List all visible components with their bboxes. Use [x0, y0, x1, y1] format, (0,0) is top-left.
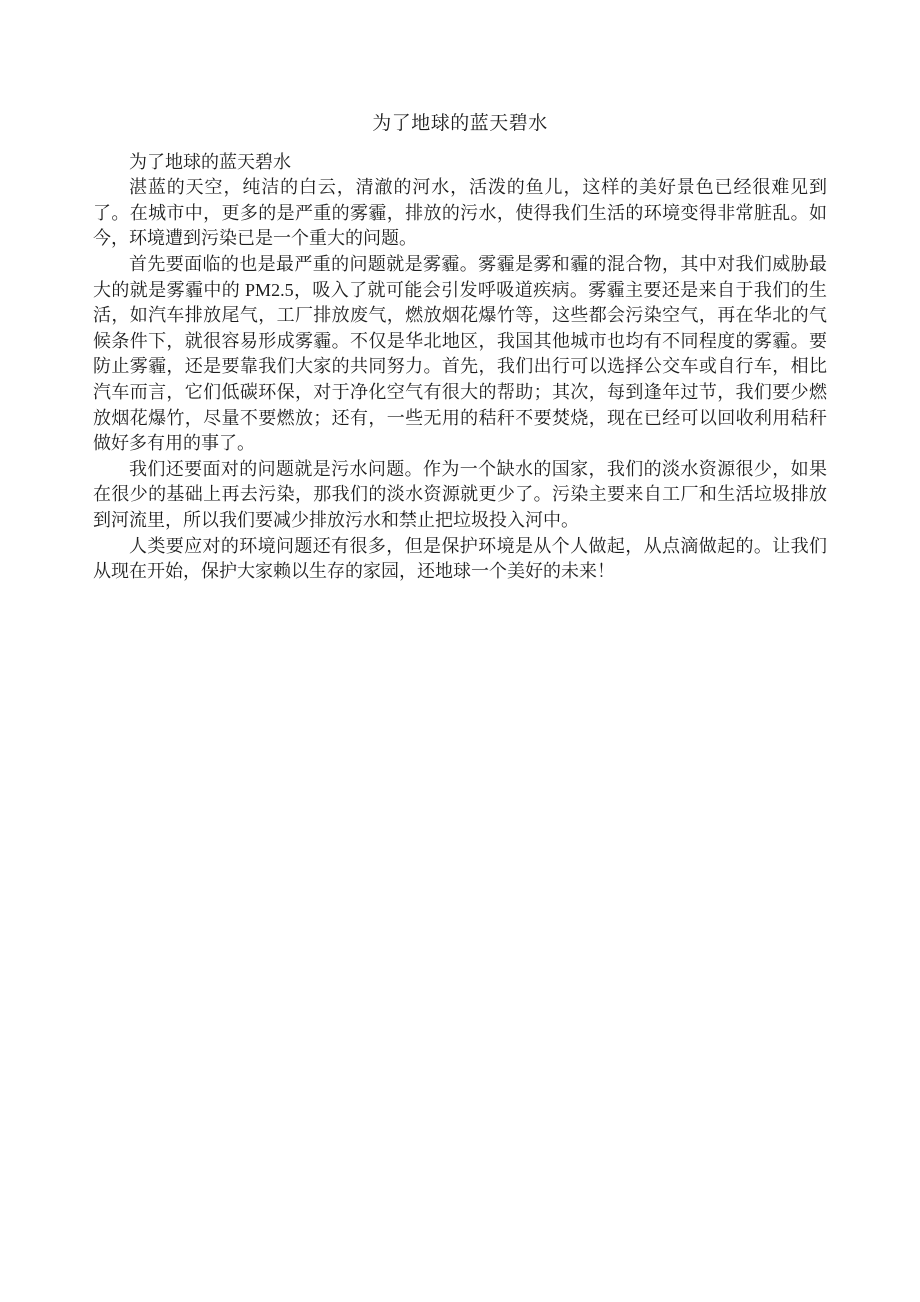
paragraph-title-line: 为了地球的蓝天碧水	[129, 151, 291, 172]
paragraph-intro: 湛蓝的天空，纯洁的白云，清澈的河水，活泼的鱼儿，这样的美好景色已经很难见到了。在城市中，更多的是严重的雾霾，排放的污水，使得我们生活的环境变得非常脏乱。如今，环境遭到污染已是一个重大的问题。	[93, 177, 827, 249]
paragraph-smog: 首先要面临的也是最严重的问题就是雾霾。雾霾是雾和霾的混合物，其中对我们威胁最大的就是雾霾中的 PM2.5，吸入了就可能会引发呼吸道疾病。雾霾主要还是来自于我们的生活，如汽车排放尾气，工厂排放废气，燃放烟花爆竹等，这些都会污染空气，再在华北的气候条件下，就很容易形成雾霾。不仅是华北地区，我国其他城市也均有不同程度的雾霾。要防止雾霾，还是要靠我们大家的共同努力。首先，我们出行可以选择公交车或自行车，相比汽车而言，它们低碳环保，对于净化空气有很大的帮助；其次，每到逢年过节，我们要少燃放烟花爆竹，尽量不要燃放；还有，一些无用的秸秆不要焚烧，现在已经可以回收利用秸秆做好多有用的事了。	[93, 253, 827, 454]
paragraph-water: 我们还要面对的问题就是污水问题。作为一个缺水的国家，我们的淡水资源很少，如果在很少的基础上再去污染，那我们的淡水资源就更少了。污染主要来自工厂和生活垃圾排放到河流里，所以我们要减少排放污水和禁止把垃圾投入河中。	[93, 458, 827, 530]
paragraph-conclusion: 人类要应对的环境问题还有很多，但是保护环境是从个人做起，从点滴做起的。让我们从现在开始，保护大家赖以生存的家园，还地球一个美好的未来！	[93, 535, 827, 582]
document-title: 为了地球的蓝天碧水	[372, 113, 548, 134]
